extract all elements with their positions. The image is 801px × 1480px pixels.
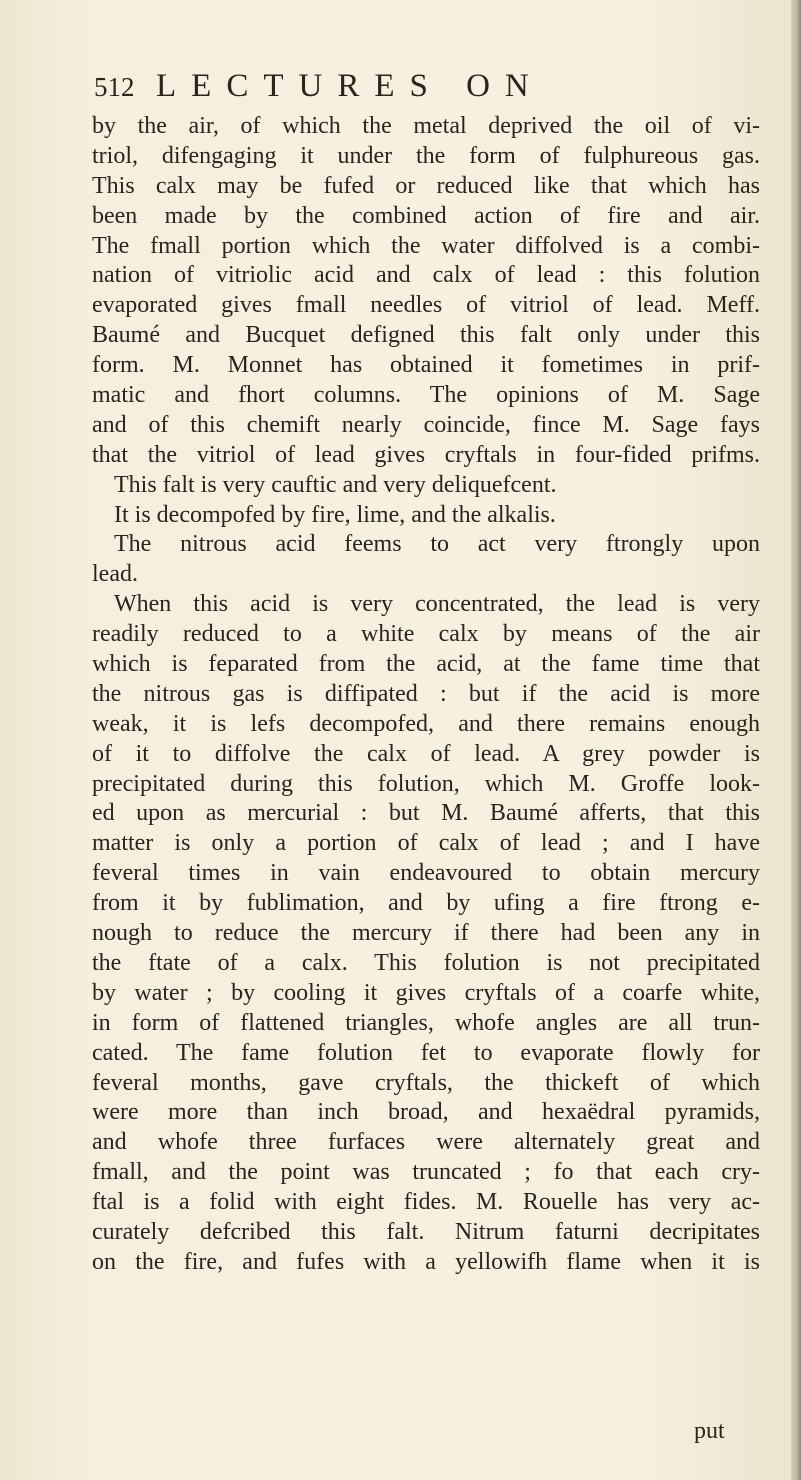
text-line: been made by the combined action of fire and air. <box>92 202 760 229</box>
text-line: in form of flattened triangles, whofe angles are all trun- <box>92 1009 760 1036</box>
text-line: the ftate of a calx. This folution is not precipitated <box>92 949 760 976</box>
text-line: feveral times in vain endeavoured to obtain mercury <box>92 860 760 887</box>
text-line: on the fire, and fufes with a yellowifh flame when it is <box>92 1248 760 1275</box>
text-line: and whofe three furfaces were alternately great and <box>92 1129 760 1156</box>
text-line: of it to diffolve the calx of lead. A grey powder is <box>92 740 760 767</box>
text-line: that the vitriol of lead gives cryftals in four-fided prifms. <box>92 441 760 468</box>
text-line: the nitrous gas is diffipated : but if the acid is more <box>92 680 760 707</box>
text-line: matter is only a portion of calx of lead ; and I have <box>92 830 760 857</box>
text-line: evaporated gives fmall needles of vitriol of lead. Meff. <box>92 292 760 319</box>
text-line: matic and fhort columns. The opinions of M. Sage <box>92 382 760 409</box>
text-line: precipitated during this folution, which M. Groffe look- <box>92 770 760 797</box>
text-line: Baumé and Bucquet defigned this falt only under this <box>92 322 760 349</box>
text-line: feveral months, gave cryftals, the thickeft of which <box>92 1069 760 1096</box>
text-line: The fmall portion which the water diffolved is a combi- <box>92 232 760 259</box>
text-line: This falt is very cauftic and very deliquefcent. <box>114 471 557 498</box>
page-number: 512 <box>94 72 135 102</box>
text-line: weak, it is lefs decompofed, and there remains enough <box>92 710 760 737</box>
catchword: put <box>694 1418 725 1444</box>
running-head <box>94 68 734 108</box>
text-line: fmall, and the point was truncated ; fo that each cry- <box>92 1159 760 1186</box>
text-line: which is feparated from the acid, at the fame time that <box>92 651 760 678</box>
text-line: form. M. Monnet has obtained it fometimes in prif- <box>92 352 760 379</box>
text-line: It is decompofed by fire, lime, and the alkalis. <box>114 501 556 528</box>
text-line: by water ; by cooling it gives cryftals of a coarfe white, <box>92 979 760 1006</box>
page-edge <box>791 0 801 1480</box>
text-line: ftal is a folid with eight fides. M. Rouelle has very ac- <box>92 1189 760 1216</box>
text-line: The nitrous acid feems to act very ftrongly upon <box>114 531 760 558</box>
text-line: nough to reduce the mercury if there had been any in <box>92 920 760 947</box>
text-line: When this acid is very concentrated, the lead is very <box>114 591 760 618</box>
text-line: nation of vitriolic acid and calx of lead : this folution <box>92 262 760 289</box>
running-title: LECTURES ON <box>156 68 544 104</box>
text-line: cated. The fame folution fet to evaporate flowly for <box>92 1039 760 1066</box>
text-line: readily reduced to a white calx by means of the air <box>92 621 760 648</box>
text-line: curately defcribed this falt. Nitrum faturni decripitates <box>92 1218 760 1245</box>
text-line: triol, difengaging it under the form of fulphureous gas. <box>92 142 760 169</box>
text-line: lead. <box>92 561 138 588</box>
text-line: and of this chemift nearly coincide, fince M. Sage fays <box>92 411 760 438</box>
text-line: from it by fublimation, and by ufing a fire ftrong e- <box>92 890 760 917</box>
text-line: by the air, of which the metal deprived the oil of vi- <box>92 113 760 139</box>
body-text <box>92 112 760 1278</box>
text-line: ed upon as mercurial : but M. Baumé afferts, that this <box>92 800 760 827</box>
text-line: This calx may be fufed or reduced like that which has <box>92 172 760 199</box>
text-line: were more than inch broad, and hexaëdral pyramids, <box>92 1099 760 1126</box>
